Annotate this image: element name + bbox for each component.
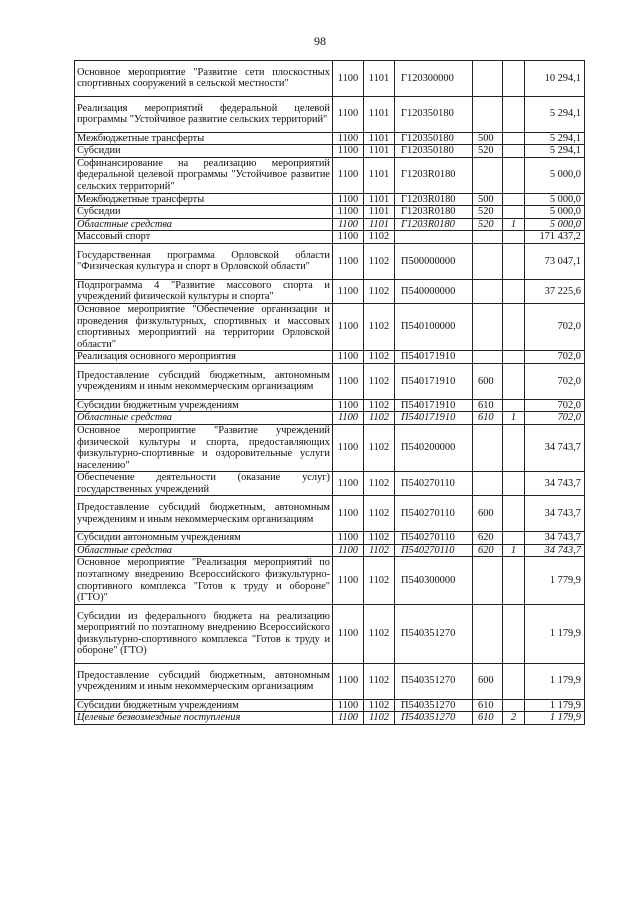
amount-cell: 1 179,9: [525, 604, 585, 663]
target-article-cell: П540351270: [395, 699, 473, 712]
amount-cell: 702,0: [525, 363, 585, 399]
section-code-cell: 1100: [333, 96, 364, 132]
amount-cell: 34 743,7: [525, 532, 585, 545]
funding-source-cell: [503, 132, 525, 145]
row-name-cell: Основное мероприятие "Реализация мероприятий по поэтапному внедрению Всероссийского физкультурно-спортивного комплекса "Готов к труду и обороне" (ГТО)": [75, 557, 333, 604]
table-row: [75, 532, 585, 545]
expense-type-cell: 520: [473, 145, 503, 158]
funding-source-cell: [503, 303, 525, 350]
subsection-code-cell: 1101: [364, 193, 395, 206]
amount-cell: 1 779,9: [525, 557, 585, 604]
section-code-cell: 1100: [333, 399, 364, 412]
target-article-cell: Г1203R0180: [395, 157, 473, 193]
table-row: [75, 96, 585, 132]
table-row: [75, 544, 585, 557]
funding-source-cell: [503, 663, 525, 699]
expense-type-cell: 500: [473, 132, 503, 145]
subsection-code-cell: 1101: [364, 206, 395, 219]
subsection-code-cell: 1102: [364, 424, 395, 471]
funding-source-cell: [503, 399, 525, 412]
table-row: [75, 699, 585, 712]
table-row: [75, 303, 585, 350]
amount-cell: 5 294,1: [525, 96, 585, 132]
row-name-cell: Государственная программа Орловской области "Физическая культура и спорт в Орловской области": [75, 243, 333, 279]
table-row: [75, 399, 585, 412]
row-name-cell: Субсидии бюджетным учреждениям: [75, 699, 333, 712]
subsection-code-cell: 1102: [364, 351, 395, 364]
row-name-cell: Основное мероприятие "Развитие учреждений физической культуры и спорта, предоставляющих физкультурно-спортивные и оздоровительные услуги населению": [75, 424, 333, 471]
funding-source-cell: [503, 231, 525, 244]
target-article-cell: П540270110: [395, 496, 473, 532]
target-article-cell: Г120350180: [395, 96, 473, 132]
section-code-cell: 1100: [333, 557, 364, 604]
expense-type-cell: 600: [473, 363, 503, 399]
amount-cell: 34 743,7: [525, 496, 585, 532]
target-article-cell: П540000000: [395, 279, 473, 303]
section-code-cell: 1100: [333, 496, 364, 532]
target-article-cell: П540270110: [395, 532, 473, 545]
table-row: [75, 132, 585, 145]
target-article-cell: Г1203R0180: [395, 206, 473, 219]
table-row: [75, 424, 585, 471]
subsection-code-cell: 1101: [364, 218, 395, 231]
section-code-cell: 1100: [333, 604, 364, 663]
section-code-cell: 1100: [333, 231, 364, 244]
expense-type-cell: 610: [473, 699, 503, 712]
funding-source-cell: 2: [503, 712, 525, 725]
subsection-code-cell: 1102: [364, 663, 395, 699]
funding-source-cell: [503, 193, 525, 206]
table-row: [75, 472, 585, 496]
amount-cell: 702,0: [525, 399, 585, 412]
funding-source-cell: [503, 243, 525, 279]
row-name-cell: Целевые безвозмездные поступления: [75, 712, 333, 725]
amount-cell: 702,0: [525, 351, 585, 364]
row-name-cell: Реализация основного мероприятия: [75, 351, 333, 364]
section-code-cell: 1100: [333, 712, 364, 725]
expense-type-cell: 610: [473, 399, 503, 412]
subsection-code-cell: 1102: [364, 363, 395, 399]
expense-type-cell: [473, 231, 503, 244]
subsection-code-cell: 1102: [364, 303, 395, 350]
table-row: [75, 218, 585, 231]
subsection-code-cell: 1102: [364, 604, 395, 663]
funding-source-cell: [503, 699, 525, 712]
subsection-code-cell: 1102: [364, 496, 395, 532]
funding-source-cell: [503, 279, 525, 303]
row-name-cell: Областные средства: [75, 218, 333, 231]
section-code-cell: 1100: [333, 279, 364, 303]
target-article-cell: П540171910: [395, 363, 473, 399]
section-code-cell: 1100: [333, 472, 364, 496]
section-code-cell: 1100: [333, 206, 364, 219]
row-name-cell: Субсидии из федерального бюджета на реализацию мероприятий по поэтапному внедрению Всероссийского физкультурно-спортивного комплекса "Готов к труду и обороне" (ГТО): [75, 604, 333, 663]
subsection-code-cell: 1101: [364, 132, 395, 145]
section-code-cell: 1100: [333, 412, 364, 425]
subsection-code-cell: 1102: [364, 472, 395, 496]
expense-type-cell: [473, 557, 503, 604]
target-article-cell: П540171910: [395, 399, 473, 412]
target-article-cell: П540351270: [395, 663, 473, 699]
amount-cell: 5 294,1: [525, 145, 585, 158]
table-row: [75, 61, 585, 97]
section-code-cell: 1100: [333, 218, 364, 231]
table-row: [75, 663, 585, 699]
funding-source-cell: [503, 145, 525, 158]
table-row: [75, 496, 585, 532]
amount-cell: 5 000,0: [525, 218, 585, 231]
row-name-cell: Реализация мероприятий федеральной целевой программы "Устойчивое развитие сельских территорий": [75, 96, 333, 132]
expense-type-cell: 620: [473, 532, 503, 545]
expense-type-cell: [473, 157, 503, 193]
amount-cell: 1 179,9: [525, 712, 585, 725]
subsection-code-cell: 1101: [364, 157, 395, 193]
expense-type-cell: [473, 61, 503, 97]
subsection-code-cell: 1102: [364, 231, 395, 244]
table-row: [75, 193, 585, 206]
row-name-cell: Областные средства: [75, 544, 333, 557]
target-article-cell: Г120350180: [395, 132, 473, 145]
amount-cell: 702,0: [525, 412, 585, 425]
section-code-cell: 1100: [333, 351, 364, 364]
table-row: [75, 412, 585, 425]
amount-cell: 702,0: [525, 303, 585, 350]
amount-cell: 10 294,1: [525, 61, 585, 97]
row-name-cell: Межбюджетные трансферты: [75, 132, 333, 145]
amount-cell: 73 047,1: [525, 243, 585, 279]
row-name-cell: Софинансирование на реализацию мероприятий федеральной целевой программы "Устойчивое развитие сельских территорий": [75, 157, 333, 193]
funding-source-cell: 1: [503, 412, 525, 425]
funding-source-cell: [503, 157, 525, 193]
target-article-cell: [395, 231, 473, 244]
target-article-cell: П540270110: [395, 544, 473, 557]
section-code-cell: 1100: [333, 363, 364, 399]
amount-cell: 171 437,2: [525, 231, 585, 244]
subsection-code-cell: 1101: [364, 61, 395, 97]
amount-cell: 37 225,6: [525, 279, 585, 303]
expense-type-cell: [473, 472, 503, 496]
expense-type-cell: [473, 96, 503, 132]
target-article-cell: Г1203R0180: [395, 218, 473, 231]
target-article-cell: Г120350180: [395, 145, 473, 158]
expense-type-cell: 520: [473, 206, 503, 219]
section-code-cell: 1100: [333, 243, 364, 279]
expense-type-cell: [473, 243, 503, 279]
row-name-cell: Предоставление субсидий бюджетным, автономным учреждениям и иным некоммерческим организациям: [75, 663, 333, 699]
target-article-cell: П540300000: [395, 557, 473, 604]
section-code-cell: 1100: [333, 532, 364, 545]
funding-source-cell: [503, 532, 525, 545]
row-name-cell: Областные средства: [75, 412, 333, 425]
table-row: [75, 157, 585, 193]
row-name-cell: Основное мероприятие "Развитие сети плоскостных спортивных сооружений в сельской местности": [75, 61, 333, 97]
table-row: [75, 712, 585, 725]
subsection-code-cell: 1102: [364, 712, 395, 725]
expense-type-cell: 520: [473, 218, 503, 231]
subsection-code-cell: 1102: [364, 243, 395, 279]
section-code-cell: 1100: [333, 699, 364, 712]
expense-type-cell: [473, 604, 503, 663]
page-number: 98: [314, 34, 326, 48]
amount-cell: 34 743,7: [525, 544, 585, 557]
subsection-code-cell: 1101: [364, 145, 395, 158]
funding-source-cell: [503, 351, 525, 364]
section-code-cell: 1100: [333, 544, 364, 557]
funding-source-cell: [503, 424, 525, 471]
section-code-cell: 1100: [333, 132, 364, 145]
row-name-cell: Основное мероприятие "Обеспечение организации и проведения физкультурных, спортивных и массовых спортивных мероприятий на территории Орловской области": [75, 303, 333, 350]
target-article-cell: Г1203R0180: [395, 193, 473, 206]
row-name-cell: Массовый спорт: [75, 231, 333, 244]
amount-cell: 34 743,7: [525, 472, 585, 496]
expense-type-cell: 500: [473, 193, 503, 206]
section-code-cell: 1100: [333, 145, 364, 158]
section-code-cell: 1100: [333, 193, 364, 206]
funding-source-cell: 1: [503, 544, 525, 557]
target-article-cell: П540200000: [395, 424, 473, 471]
subsection-code-cell: 1102: [364, 279, 395, 303]
section-code-cell: 1100: [333, 663, 364, 699]
row-name-cell: Предоставление субсидий бюджетным, автономным учреждениям и иным некоммерческим организациям: [75, 363, 333, 399]
amount-cell: 5 000,0: [525, 206, 585, 219]
target-article-cell: П540171910: [395, 412, 473, 425]
funding-source-cell: [503, 61, 525, 97]
table-row: [75, 231, 585, 244]
target-article-cell: П540351270: [395, 604, 473, 663]
subsection-code-cell: 1102: [364, 557, 395, 604]
section-code-cell: 1100: [333, 157, 364, 193]
amount-cell: 5 000,0: [525, 157, 585, 193]
funding-source-cell: [503, 96, 525, 132]
table-row: [75, 363, 585, 399]
target-article-cell: П500000000: [395, 243, 473, 279]
expense-type-cell: [473, 351, 503, 364]
table-row: [75, 604, 585, 663]
row-name-cell: Субсидии бюджетным учреждениям: [75, 399, 333, 412]
table-row: [75, 351, 585, 364]
funding-source-cell: [503, 557, 525, 604]
target-article-cell: П540100000: [395, 303, 473, 350]
table-row: [75, 243, 585, 279]
row-name-cell: Подпрограмма 4 "Развитие массового спорта и учреждений физической культуры и спорта": [75, 279, 333, 303]
section-code-cell: 1100: [333, 424, 364, 471]
table-row: [75, 557, 585, 604]
table-body: [75, 61, 585, 725]
funding-source-cell: 1: [503, 218, 525, 231]
row-name-cell: Субсидии автономным учреждениям: [75, 532, 333, 545]
subsection-code-cell: 1102: [364, 699, 395, 712]
row-name-cell: Межбюджетные трансферты: [75, 193, 333, 206]
amount-cell: 5 294,1: [525, 132, 585, 145]
target-article-cell: П540270110: [395, 472, 473, 496]
expense-type-cell: [473, 279, 503, 303]
expense-type-cell: [473, 424, 503, 471]
table-row: [75, 279, 585, 303]
amount-cell: 34 743,7: [525, 424, 585, 471]
amount-cell: 1 179,9: [525, 699, 585, 712]
row-name-cell: Субсидии: [75, 145, 333, 158]
section-code-cell: 1100: [333, 61, 364, 97]
subsection-code-cell: 1102: [364, 532, 395, 545]
subsection-code-cell: 1102: [364, 399, 395, 412]
subsection-code-cell: 1102: [364, 412, 395, 425]
expense-type-cell: [473, 303, 503, 350]
subsection-code-cell: 1102: [364, 544, 395, 557]
expense-type-cell: 610: [473, 412, 503, 425]
expense-type-cell: 610: [473, 712, 503, 725]
row-name-cell: Предоставление субсидий бюджетным, автономным учреждениям и иным некоммерческим организациям: [75, 496, 333, 532]
table-row: [75, 145, 585, 158]
table-row: [75, 206, 585, 219]
subsection-code-cell: 1101: [364, 96, 395, 132]
target-article-cell: Г120300000: [395, 61, 473, 97]
target-article-cell: П540351270: [395, 712, 473, 725]
expense-type-cell: 600: [473, 496, 503, 532]
expense-type-cell: 600: [473, 663, 503, 699]
budget-table: [74, 60, 585, 725]
funding-source-cell: [503, 496, 525, 532]
expense-type-cell: 620: [473, 544, 503, 557]
amount-cell: 5 000,0: [525, 193, 585, 206]
funding-source-cell: [503, 363, 525, 399]
section-code-cell: 1100: [333, 303, 364, 350]
target-article-cell: П540171910: [395, 351, 473, 364]
row-name-cell: Обеспечение деятельности (оказание услуг) государственных учреждений: [75, 472, 333, 496]
row-name-cell: Субсидии: [75, 206, 333, 219]
funding-source-cell: [503, 206, 525, 219]
amount-cell: 1 179,9: [525, 663, 585, 699]
funding-source-cell: [503, 604, 525, 663]
funding-source-cell: [503, 472, 525, 496]
